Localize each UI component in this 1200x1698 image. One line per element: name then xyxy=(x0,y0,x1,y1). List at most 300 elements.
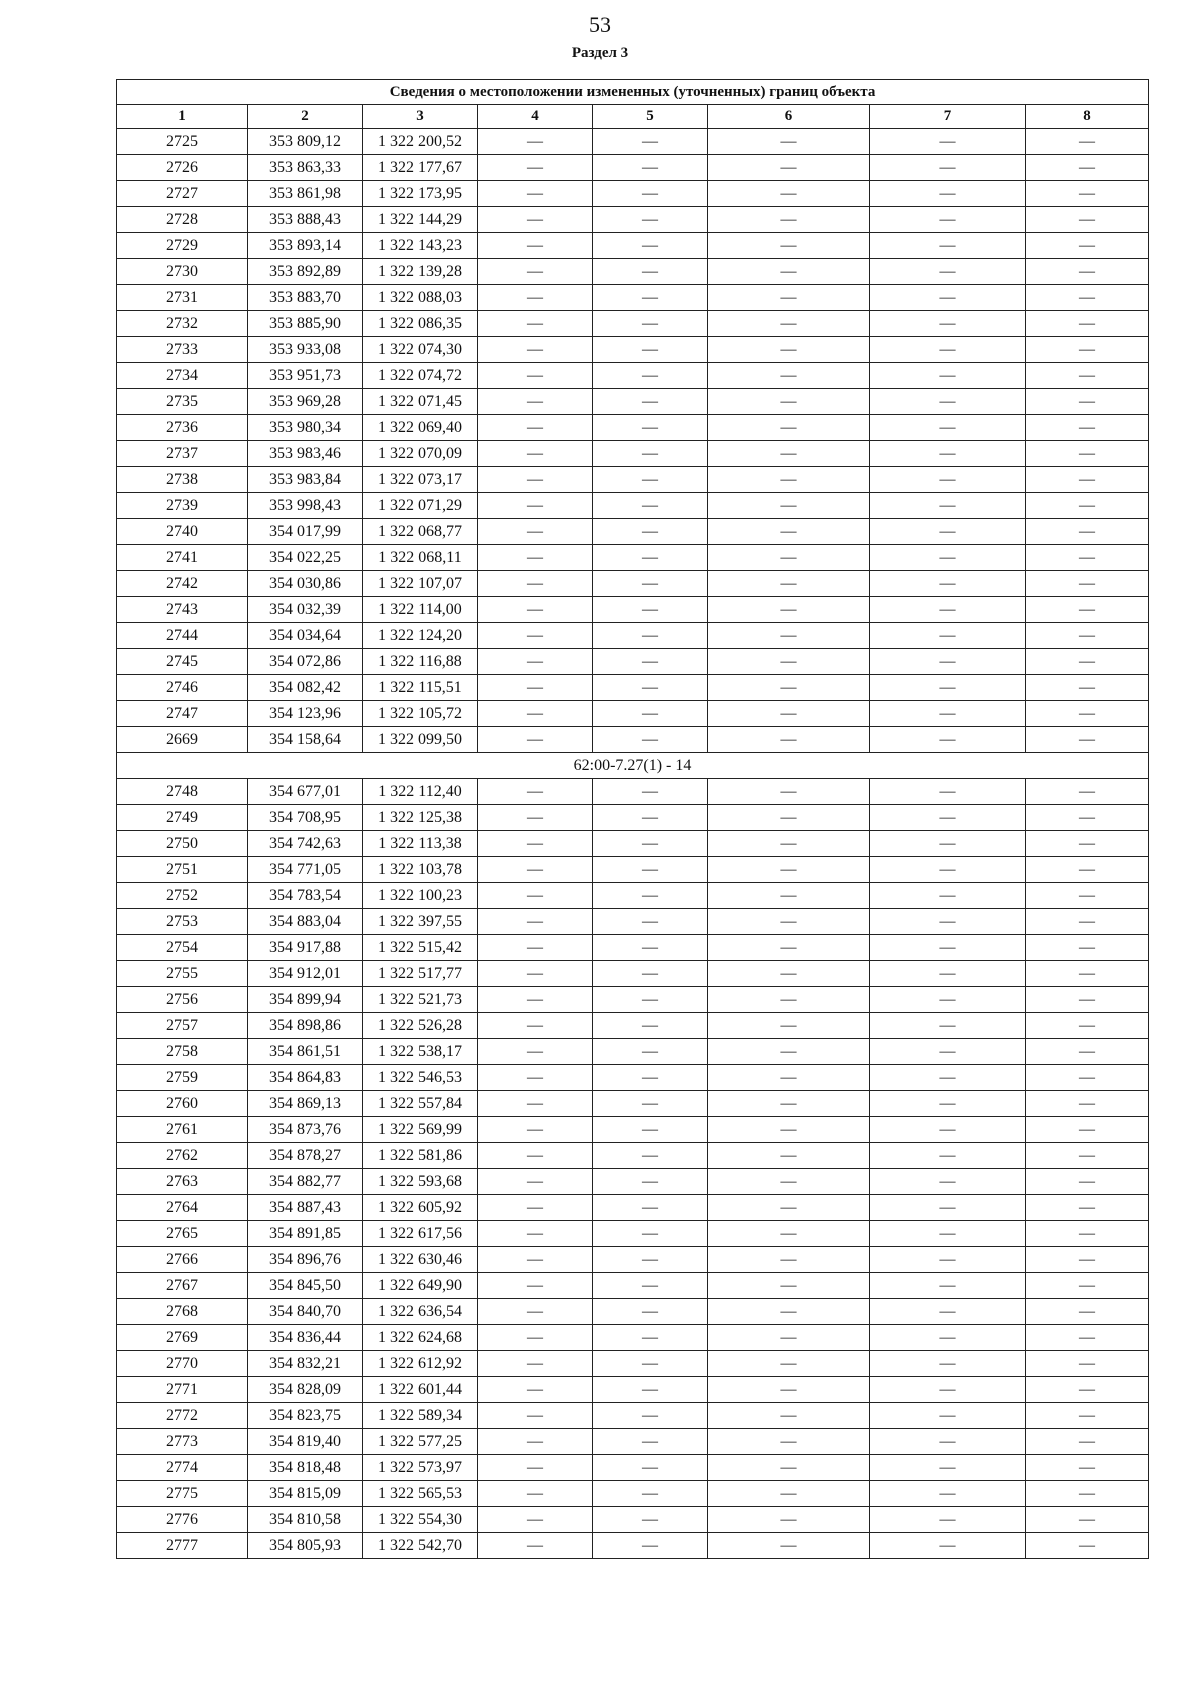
x-coordinate-cell: 354 861,51 xyxy=(248,1039,363,1065)
y-coordinate-cell: 1 322 144,29 xyxy=(363,207,478,233)
empty-dash-cell: — xyxy=(593,1221,708,1247)
y-coordinate-cell: 1 322 612,92 xyxy=(363,1351,478,1377)
y-coordinate-cell: 1 322 649,90 xyxy=(363,1273,478,1299)
y-coordinate-cell: 1 322 542,70 xyxy=(363,1533,478,1559)
table-row xyxy=(117,1351,1149,1377)
x-coordinate-cell: 354 677,01 xyxy=(248,779,363,805)
empty-dash-cell: — xyxy=(708,909,870,935)
point-number-cell: 2728 xyxy=(117,207,248,233)
empty-dash-cell: — xyxy=(1026,1039,1149,1065)
empty-dash-cell: — xyxy=(708,259,870,285)
empty-dash-cell: — xyxy=(870,597,1026,623)
empty-dash-cell: — xyxy=(478,1533,593,1559)
point-number-cell: 2738 xyxy=(117,467,248,493)
empty-dash-cell: — xyxy=(870,779,1026,805)
empty-dash-cell: — xyxy=(708,363,870,389)
x-coordinate-cell: 353 998,43 xyxy=(248,493,363,519)
empty-dash-cell: — xyxy=(1026,1507,1149,1533)
empty-dash-cell: — xyxy=(870,1273,1026,1299)
x-coordinate-cell: 354 887,43 xyxy=(248,1195,363,1221)
point-number-cell: 2770 xyxy=(117,1351,248,1377)
empty-dash-cell: — xyxy=(870,285,1026,311)
y-coordinate-cell: 1 322 554,30 xyxy=(363,1507,478,1533)
empty-dash-cell: — xyxy=(1026,883,1149,909)
x-coordinate-cell: 354 819,40 xyxy=(248,1429,363,1455)
y-coordinate-cell: 1 322 139,28 xyxy=(363,259,478,285)
empty-dash-cell: — xyxy=(478,727,593,753)
empty-dash-cell: — xyxy=(1026,1273,1149,1299)
section-title: Раздел 3 xyxy=(571,45,629,61)
table-row xyxy=(117,779,1149,805)
empty-dash-cell: — xyxy=(593,1169,708,1195)
empty-dash-cell: — xyxy=(593,727,708,753)
point-number-cell: 2750 xyxy=(117,831,248,857)
y-coordinate-cell: 1 322 074,30 xyxy=(363,337,478,363)
empty-dash-cell: — xyxy=(478,909,593,935)
empty-dash-cell: — xyxy=(478,545,593,571)
empty-dash-cell: — xyxy=(708,1221,870,1247)
point-number-cell: 2773 xyxy=(117,1429,248,1455)
x-coordinate-cell: 354 891,85 xyxy=(248,1221,363,1247)
empty-dash-cell: — xyxy=(1026,1065,1149,1091)
table-row xyxy=(117,883,1149,909)
table-row xyxy=(117,259,1149,285)
column-number-7: 7 xyxy=(870,105,1026,129)
empty-dash-cell: — xyxy=(1026,1429,1149,1455)
empty-dash-cell: — xyxy=(593,909,708,935)
table-row xyxy=(117,831,1149,857)
table-body xyxy=(117,129,1149,1559)
empty-dash-cell: — xyxy=(870,1429,1026,1455)
y-coordinate-cell: 1 322 100,23 xyxy=(363,883,478,909)
point-number-cell: 2775 xyxy=(117,1481,248,1507)
empty-dash-cell: — xyxy=(593,831,708,857)
point-number-cell: 2772 xyxy=(117,1403,248,1429)
point-number-cell: 2774 xyxy=(117,1455,248,1481)
empty-dash-cell: — xyxy=(593,623,708,649)
empty-dash-cell: — xyxy=(870,1507,1026,1533)
empty-dash-cell: — xyxy=(708,1143,870,1169)
empty-dash-cell: — xyxy=(870,805,1026,831)
empty-dash-cell: — xyxy=(478,1091,593,1117)
x-coordinate-cell: 353 861,98 xyxy=(248,181,363,207)
empty-dash-cell: — xyxy=(1026,935,1149,961)
point-number-cell: 2755 xyxy=(117,961,248,987)
empty-dash-cell: — xyxy=(870,519,1026,545)
empty-dash-cell: — xyxy=(708,961,870,987)
empty-dash-cell: — xyxy=(870,675,1026,701)
empty-dash-cell: — xyxy=(593,363,708,389)
column-number-1: 1 xyxy=(117,105,248,129)
x-coordinate-cell: 354 864,83 xyxy=(248,1065,363,1091)
point-number-cell: 2766 xyxy=(117,1247,248,1273)
empty-dash-cell: — xyxy=(1026,337,1149,363)
empty-dash-cell: — xyxy=(478,857,593,883)
empty-dash-cell: — xyxy=(478,467,593,493)
empty-dash-cell: — xyxy=(708,779,870,805)
empty-dash-cell: — xyxy=(593,961,708,987)
empty-dash-cell: — xyxy=(478,649,593,675)
y-coordinate-cell: 1 322 601,44 xyxy=(363,1377,478,1403)
empty-dash-cell: — xyxy=(593,1195,708,1221)
empty-dash-cell: — xyxy=(478,1169,593,1195)
x-coordinate-cell: 353 883,70 xyxy=(248,285,363,311)
point-number-cell: 2746 xyxy=(117,675,248,701)
empty-dash-cell: — xyxy=(1026,701,1149,727)
empty-dash-cell: — xyxy=(1026,857,1149,883)
empty-dash-cell: — xyxy=(593,129,708,155)
empty-dash-cell: — xyxy=(593,1299,708,1325)
y-coordinate-cell: 1 322 124,20 xyxy=(363,623,478,649)
empty-dash-cell: — xyxy=(870,1117,1026,1143)
empty-dash-cell: — xyxy=(708,1039,870,1065)
empty-dash-cell: — xyxy=(870,987,1026,1013)
empty-dash-cell: — xyxy=(870,1533,1026,1559)
x-coordinate-cell: 354 771,05 xyxy=(248,857,363,883)
table-row xyxy=(117,1533,1149,1559)
y-coordinate-cell: 1 322 617,56 xyxy=(363,1221,478,1247)
empty-dash-cell: — xyxy=(870,649,1026,675)
empty-dash-cell: — xyxy=(478,493,593,519)
empty-dash-cell: — xyxy=(478,1403,593,1429)
x-coordinate-cell: 354 828,09 xyxy=(248,1377,363,1403)
point-number-cell: 2747 xyxy=(117,701,248,727)
empty-dash-cell: — xyxy=(478,779,593,805)
x-coordinate-cell: 354 898,86 xyxy=(248,1013,363,1039)
empty-dash-cell: — xyxy=(593,467,708,493)
y-coordinate-cell: 1 322 397,55 xyxy=(363,909,478,935)
empty-dash-cell: — xyxy=(478,1117,593,1143)
empty-dash-cell: — xyxy=(708,1247,870,1273)
empty-dash-cell: — xyxy=(478,1247,593,1273)
empty-dash-cell: — xyxy=(1026,1351,1149,1377)
x-coordinate-cell: 354 123,96 xyxy=(248,701,363,727)
y-coordinate-cell: 1 322 593,68 xyxy=(363,1169,478,1195)
empty-dash-cell: — xyxy=(478,571,593,597)
x-coordinate-cell: 353 983,46 xyxy=(248,441,363,467)
x-coordinate-cell: 353 809,12 xyxy=(248,129,363,155)
empty-dash-cell: — xyxy=(478,701,593,727)
empty-dash-cell: — xyxy=(593,1507,708,1533)
table-row xyxy=(117,1117,1149,1143)
x-coordinate-cell: 354 873,76 xyxy=(248,1117,363,1143)
x-coordinate-cell: 354 030,86 xyxy=(248,571,363,597)
y-coordinate-cell: 1 322 113,38 xyxy=(363,831,478,857)
empty-dash-cell: — xyxy=(593,181,708,207)
column-number-8: 8 xyxy=(1026,105,1149,129)
x-coordinate-cell: 354 742,63 xyxy=(248,831,363,857)
empty-dash-cell: — xyxy=(1026,727,1149,753)
x-coordinate-cell: 354 034,64 xyxy=(248,623,363,649)
table-row xyxy=(117,597,1149,623)
point-number-cell: 2768 xyxy=(117,1299,248,1325)
empty-dash-cell: — xyxy=(870,155,1026,181)
empty-dash-cell: — xyxy=(593,1533,708,1559)
x-coordinate-cell: 354 878,27 xyxy=(248,1143,363,1169)
table-row xyxy=(117,1065,1149,1091)
empty-dash-cell: — xyxy=(708,1403,870,1429)
point-number-cell: 2753 xyxy=(117,909,248,935)
table-row xyxy=(117,1507,1149,1533)
empty-dash-cell: — xyxy=(870,207,1026,233)
empty-dash-cell: — xyxy=(1026,1117,1149,1143)
empty-dash-cell: — xyxy=(478,1013,593,1039)
table-row xyxy=(117,311,1149,337)
point-number-cell: 2740 xyxy=(117,519,248,545)
y-coordinate-cell: 1 322 605,92 xyxy=(363,1195,478,1221)
empty-dash-cell: — xyxy=(708,1299,870,1325)
table-row xyxy=(117,181,1149,207)
empty-dash-cell: — xyxy=(1026,285,1149,311)
empty-dash-cell: — xyxy=(708,311,870,337)
column-number-5: 5 xyxy=(593,105,708,129)
table-row xyxy=(117,1481,1149,1507)
y-coordinate-cell: 1 322 538,17 xyxy=(363,1039,478,1065)
table-row xyxy=(117,1273,1149,1299)
point-number-cell: 2744 xyxy=(117,623,248,649)
point-number-cell: 2669 xyxy=(117,727,248,753)
point-number-cell: 2739 xyxy=(117,493,248,519)
table-row xyxy=(117,1455,1149,1481)
empty-dash-cell: — xyxy=(593,1247,708,1273)
point-number-cell: 2729 xyxy=(117,233,248,259)
table-row xyxy=(117,233,1149,259)
empty-dash-cell: — xyxy=(870,493,1026,519)
empty-dash-cell: — xyxy=(870,1351,1026,1377)
page-number: 53 xyxy=(589,12,611,37)
y-coordinate-cell: 1 322 068,77 xyxy=(363,519,478,545)
table-row xyxy=(117,805,1149,831)
point-number-cell: 2742 xyxy=(117,571,248,597)
y-coordinate-cell: 1 322 517,77 xyxy=(363,961,478,987)
point-number-cell: 2777 xyxy=(117,1533,248,1559)
empty-dash-cell: — xyxy=(1026,545,1149,571)
x-coordinate-cell: 354 158,64 xyxy=(248,727,363,753)
point-number-cell: 2763 xyxy=(117,1169,248,1195)
table-row xyxy=(117,493,1149,519)
point-number-cell: 2754 xyxy=(117,935,248,961)
x-coordinate-cell: 353 892,89 xyxy=(248,259,363,285)
empty-dash-cell: — xyxy=(593,675,708,701)
empty-dash-cell: — xyxy=(593,1455,708,1481)
empty-dash-cell: — xyxy=(478,1221,593,1247)
empty-dash-cell: — xyxy=(478,597,593,623)
y-coordinate-cell: 1 322 099,50 xyxy=(363,727,478,753)
empty-dash-cell: — xyxy=(708,1325,870,1351)
empty-dash-cell: — xyxy=(1026,779,1149,805)
empty-dash-cell: — xyxy=(593,1325,708,1351)
empty-dash-cell: — xyxy=(708,1455,870,1481)
empty-dash-cell: — xyxy=(708,285,870,311)
empty-dash-cell: — xyxy=(870,1065,1026,1091)
point-number-cell: 2761 xyxy=(117,1117,248,1143)
point-number-cell: 2731 xyxy=(117,285,248,311)
table-row xyxy=(117,441,1149,467)
empty-dash-cell: — xyxy=(593,1143,708,1169)
empty-dash-cell: — xyxy=(1026,909,1149,935)
empty-dash-cell: — xyxy=(870,337,1026,363)
empty-dash-cell: — xyxy=(708,415,870,441)
empty-dash-cell: — xyxy=(593,1117,708,1143)
empty-dash-cell: — xyxy=(708,675,870,701)
empty-dash-cell: — xyxy=(1026,1195,1149,1221)
empty-dash-cell: — xyxy=(708,1091,870,1117)
point-number-cell: 2758 xyxy=(117,1039,248,1065)
empty-dash-cell: — xyxy=(1026,259,1149,285)
x-coordinate-cell: 353 933,08 xyxy=(248,337,363,363)
empty-dash-cell: — xyxy=(708,597,870,623)
point-number-cell: 2764 xyxy=(117,1195,248,1221)
y-coordinate-cell: 1 322 636,54 xyxy=(363,1299,478,1325)
empty-dash-cell: — xyxy=(870,1299,1026,1325)
empty-dash-cell: — xyxy=(1026,597,1149,623)
empty-dash-cell: — xyxy=(1026,1143,1149,1169)
empty-dash-cell: — xyxy=(1026,441,1149,467)
x-coordinate-cell: 354 823,75 xyxy=(248,1403,363,1429)
empty-dash-cell: — xyxy=(478,1065,593,1091)
y-coordinate-cell: 1 322 569,99 xyxy=(363,1117,478,1143)
table-row xyxy=(117,1221,1149,1247)
empty-dash-cell: — xyxy=(708,545,870,571)
empty-dash-cell: — xyxy=(870,363,1026,389)
x-coordinate-cell: 354 017,99 xyxy=(248,519,363,545)
empty-dash-cell: — xyxy=(708,701,870,727)
y-coordinate-cell: 1 322 115,51 xyxy=(363,675,478,701)
y-coordinate-cell: 1 322 515,42 xyxy=(363,935,478,961)
empty-dash-cell: — xyxy=(870,883,1026,909)
table-row xyxy=(117,701,1149,727)
table-row xyxy=(117,285,1149,311)
table-title: Сведения о местоположении измененных (уточненных) границ объекта xyxy=(117,80,1149,105)
table-row xyxy=(117,675,1149,701)
empty-dash-cell: — xyxy=(870,961,1026,987)
empty-dash-cell: — xyxy=(870,1221,1026,1247)
empty-dash-cell: — xyxy=(1026,649,1149,675)
point-number-cell: 2767 xyxy=(117,1273,248,1299)
empty-dash-cell: — xyxy=(708,441,870,467)
empty-dash-cell: — xyxy=(870,701,1026,727)
point-number-cell: 2733 xyxy=(117,337,248,363)
point-number-cell: 2732 xyxy=(117,311,248,337)
empty-dash-cell: — xyxy=(478,155,593,181)
y-coordinate-cell: 1 322 071,45 xyxy=(363,389,478,415)
empty-dash-cell: — xyxy=(870,545,1026,571)
y-coordinate-cell: 1 322 521,73 xyxy=(363,987,478,1013)
empty-dash-cell: — xyxy=(478,233,593,259)
point-number-cell: 2757 xyxy=(117,1013,248,1039)
empty-dash-cell: — xyxy=(478,1429,593,1455)
empty-dash-cell: — xyxy=(593,597,708,623)
x-coordinate-cell: 353 863,33 xyxy=(248,155,363,181)
empty-dash-cell: — xyxy=(593,987,708,1013)
empty-dash-cell: — xyxy=(708,337,870,363)
empty-dash-cell: — xyxy=(708,623,870,649)
column-number-2: 2 xyxy=(248,105,363,129)
empty-dash-cell: — xyxy=(708,1195,870,1221)
empty-dash-cell: — xyxy=(1026,207,1149,233)
point-number-cell: 2730 xyxy=(117,259,248,285)
empty-dash-cell: — xyxy=(593,545,708,571)
x-coordinate-cell: 354 832,21 xyxy=(248,1351,363,1377)
y-coordinate-cell: 1 322 074,72 xyxy=(363,363,478,389)
empty-dash-cell: — xyxy=(870,129,1026,155)
empty-dash-cell: — xyxy=(708,805,870,831)
empty-dash-cell: — xyxy=(870,1455,1026,1481)
point-number-cell: 2743 xyxy=(117,597,248,623)
empty-dash-cell: — xyxy=(1026,1169,1149,1195)
empty-dash-cell: — xyxy=(478,623,593,649)
y-coordinate-cell: 1 322 630,46 xyxy=(363,1247,478,1273)
empty-dash-cell: — xyxy=(593,1091,708,1117)
x-coordinate-cell: 354 882,77 xyxy=(248,1169,363,1195)
table-row xyxy=(117,961,1149,987)
table-row xyxy=(117,337,1149,363)
empty-dash-cell: — xyxy=(1026,233,1149,259)
empty-dash-cell: — xyxy=(870,571,1026,597)
empty-dash-cell: — xyxy=(870,831,1026,857)
column-number-3: 3 xyxy=(363,105,478,129)
empty-dash-cell: — xyxy=(478,1377,593,1403)
table-row xyxy=(117,467,1149,493)
empty-dash-cell: — xyxy=(593,883,708,909)
y-coordinate-cell: 1 322 573,97 xyxy=(363,1455,478,1481)
table-row xyxy=(117,727,1149,753)
table-row xyxy=(117,1039,1149,1065)
empty-dash-cell: — xyxy=(708,883,870,909)
empty-dash-cell: — xyxy=(1026,181,1149,207)
empty-dash-cell: — xyxy=(478,805,593,831)
empty-dash-cell: — xyxy=(478,519,593,545)
x-coordinate-cell: 354 032,39 xyxy=(248,597,363,623)
empty-dash-cell: — xyxy=(478,337,593,363)
empty-dash-cell: — xyxy=(1026,1481,1149,1507)
empty-dash-cell: — xyxy=(870,857,1026,883)
y-coordinate-cell: 1 322 088,03 xyxy=(363,285,478,311)
empty-dash-cell: — xyxy=(593,155,708,181)
empty-dash-cell: — xyxy=(593,311,708,337)
y-coordinate-cell: 1 322 068,11 xyxy=(363,545,478,571)
table-header xyxy=(117,80,1149,129)
table-row xyxy=(117,1299,1149,1325)
empty-dash-cell: — xyxy=(870,1143,1026,1169)
empty-dash-cell: — xyxy=(1026,1013,1149,1039)
x-coordinate-cell: 353 885,90 xyxy=(248,311,363,337)
empty-dash-cell: — xyxy=(1026,493,1149,519)
point-number-cell: 2734 xyxy=(117,363,248,389)
empty-dash-cell: — xyxy=(478,1039,593,1065)
x-coordinate-cell: 354 869,13 xyxy=(248,1091,363,1117)
empty-dash-cell: — xyxy=(870,389,1026,415)
x-coordinate-cell: 353 980,34 xyxy=(248,415,363,441)
empty-dash-cell: — xyxy=(593,1429,708,1455)
y-coordinate-cell: 1 322 086,35 xyxy=(363,311,478,337)
point-number-cell: 2725 xyxy=(117,129,248,155)
point-number-cell: 2762 xyxy=(117,1143,248,1169)
empty-dash-cell: — xyxy=(1026,1455,1149,1481)
empty-dash-cell: — xyxy=(870,1403,1026,1429)
table-row xyxy=(117,519,1149,545)
empty-dash-cell: — xyxy=(1026,805,1149,831)
point-number-cell: 2735 xyxy=(117,389,248,415)
point-number-cell: 2760 xyxy=(117,1091,248,1117)
x-coordinate-cell: 354 840,70 xyxy=(248,1299,363,1325)
group-label-row xyxy=(117,753,1149,779)
empty-dash-cell: — xyxy=(478,207,593,233)
empty-dash-cell: — xyxy=(593,1377,708,1403)
empty-dash-cell: — xyxy=(708,1481,870,1507)
point-number-cell: 2749 xyxy=(117,805,248,831)
empty-dash-cell: — xyxy=(1026,571,1149,597)
